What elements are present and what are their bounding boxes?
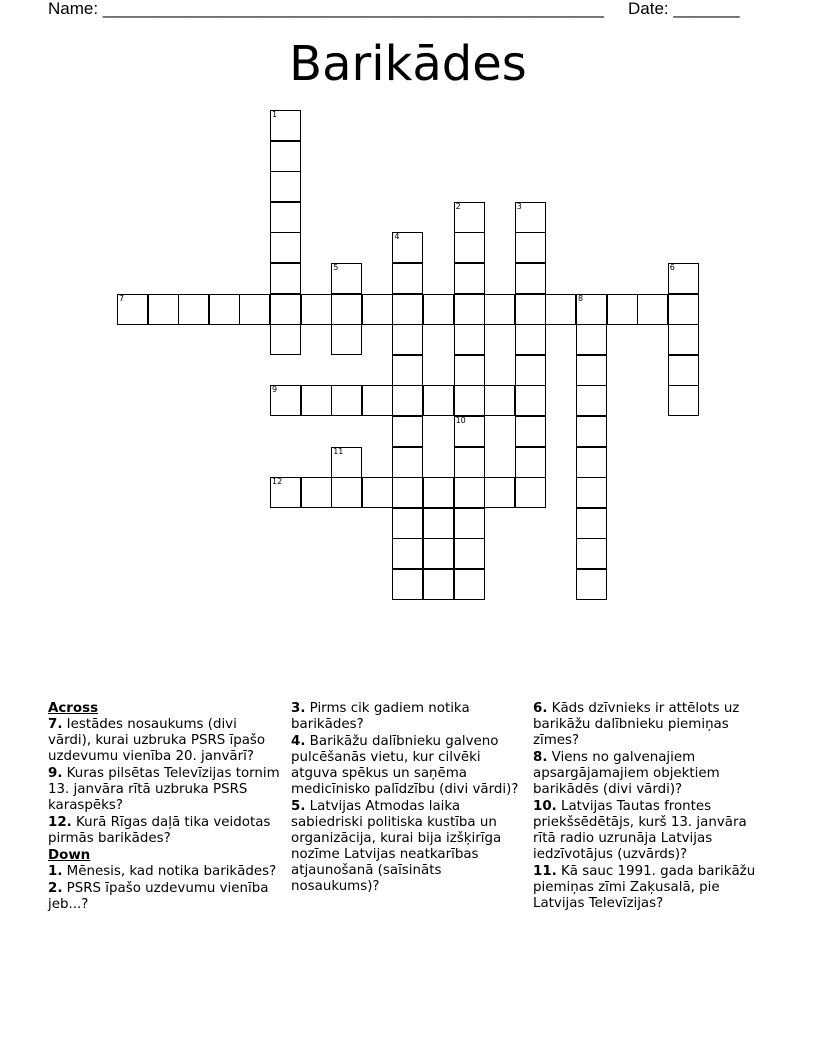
clue-number: 10. (533, 799, 557, 814)
clue-number-label: 3 (516, 201, 522, 211)
grid-cell[interactable] (423, 569, 454, 600)
name-field[interactable] (48, 0, 604, 18)
clue-down-6 (533, 701, 769, 749)
grid-cell[interactable] (484, 294, 515, 325)
grid-cell[interactable] (515, 355, 546, 386)
clue-number: 2. (48, 881, 63, 896)
clue-text: PSRS īpašo uzdevumu vienība jeb...? (48, 881, 269, 912)
date-line[interactable]: _______ (673, 0, 740, 18)
date-label: Date: (628, 0, 669, 18)
grid-cell[interactable] (423, 538, 454, 569)
grid-cell[interactable] (423, 477, 454, 508)
grid-cell[interactable] (576, 447, 607, 478)
clue-down-10 (533, 799, 769, 863)
grid-cell[interactable] (270, 110, 301, 141)
grid-cell[interactable] (484, 477, 515, 508)
clue-text: Kuras pilsētas Televīzijas tornim 13. janvāra rītā uzbruka PSRS karaspēks? (48, 766, 280, 813)
clue-text: Kāds dzīvnieks ir attēlots uz barikāžu dalībnieku piemiņas zīmes? (533, 701, 740, 748)
grid-cell[interactable] (515, 447, 546, 478)
grid-cell[interactable] (331, 324, 362, 355)
clue-number: 8. (533, 750, 548, 765)
grid-cell[interactable] (270, 232, 301, 263)
grid-cell[interactable] (178, 294, 209, 325)
grid-cell[interactable] (576, 294, 607, 325)
grid-cell[interactable] (392, 355, 423, 386)
clue-down-8 (533, 750, 769, 798)
grid-cell[interactable] (392, 324, 423, 355)
grid-cell[interactable] (576, 416, 607, 447)
grid-cell[interactable] (301, 294, 332, 325)
grid-cell[interactable] (454, 355, 485, 386)
grid-cell[interactable] (148, 294, 179, 325)
grid-cell[interactable] (331, 294, 362, 325)
clue-number-label: 8 (578, 293, 584, 303)
clue-down-2 (48, 881, 284, 913)
grid-cell[interactable] (239, 294, 270, 325)
clue-down-3 (291, 701, 527, 733)
grid-cell[interactable] (392, 477, 423, 508)
grid-cell[interactable] (454, 232, 485, 263)
grid-cell[interactable] (454, 416, 485, 447)
grid-cell[interactable] (515, 324, 546, 355)
grid-cell[interactable] (668, 294, 699, 325)
grid-cell[interactable] (331, 447, 362, 478)
clue-number-label: 5 (333, 263, 339, 272)
grid-cell[interactable] (515, 416, 546, 447)
grid-cell[interactable] (515, 232, 546, 263)
clue-number: 9. (48, 766, 63, 781)
clue-number-label: 1 (272, 110, 278, 119)
clue-across-7 (48, 717, 284, 765)
grid-cell[interactable] (362, 294, 393, 325)
clue-number: 6. (533, 701, 548, 716)
grid-cell[interactable] (301, 385, 332, 416)
clue-number: 7. (48, 717, 63, 732)
grid-cell[interactable] (423, 385, 454, 416)
clue-number-label: 10 (455, 416, 466, 425)
clue-number-label: 2 (455, 201, 461, 211)
grid-cell[interactable] (576, 508, 607, 539)
clue-text: Viens no galvenajiem apsargājamajiem objektiem barikādēs (divi vārdi)? (533, 750, 720, 797)
grid-cell[interactable] (270, 385, 301, 416)
clue-across-12 (48, 815, 284, 847)
grid-cell[interactable] (392, 447, 423, 478)
crossword-grid (117, 110, 699, 570)
grid-cell[interactable] (270, 294, 301, 325)
grid-cell[interactable] (454, 569, 485, 600)
clue-text: Iestādes nosaukums (divi vārdi), kurai uzbruka PSRS īpašo uzdevumu vienība 20. janvārī? (48, 717, 266, 764)
clue-text: Pirms cik gadiem notika barikādes? (291, 701, 470, 732)
grid-cell[interactable] (270, 171, 301, 202)
clue-number-label: 4 (394, 232, 400, 242)
grid-cell[interactable] (301, 477, 332, 508)
grid-cell[interactable] (576, 385, 607, 416)
grid-cell[interactable] (454, 508, 485, 539)
clue-number-label: 6 (669, 263, 675, 272)
grid-cell[interactable] (423, 508, 454, 539)
clue-number-label: 9 (272, 385, 278, 395)
grid-cell[interactable] (515, 385, 546, 416)
grid-cell[interactable] (423, 294, 454, 325)
grid-cell[interactable] (454, 263, 485, 294)
clue-number: 11. (533, 864, 557, 879)
clue-number: 3. (291, 701, 306, 716)
grid-cell[interactable] (331, 477, 362, 508)
grid-cell[interactable] (515, 294, 546, 325)
grid-cell[interactable] (392, 569, 423, 600)
grid-cell[interactable] (668, 324, 699, 355)
grid-cell[interactable] (392, 263, 423, 294)
grid-cell[interactable] (392, 508, 423, 539)
grid-cell[interactable] (392, 416, 423, 447)
grid-cell[interactable] (668, 263, 699, 294)
grid-cell[interactable] (454, 447, 485, 478)
grid-cell[interactable] (607, 294, 638, 325)
grid-cell[interactable] (362, 385, 393, 416)
grid-cell[interactable] (576, 569, 607, 600)
grid-cell[interactable] (576, 477, 607, 508)
down-heading: Down (48, 848, 91, 863)
clue-down-4 (291, 734, 527, 798)
grid-cell[interactable] (515, 477, 546, 508)
grid-cell[interactable] (545, 294, 576, 325)
clue-across-9 (48, 766, 284, 814)
grid-cell[interactable] (392, 294, 423, 325)
clue-text: Latvijas Tautas frontes priekšsēdētājs, kurš 13. janvāra rītā radio uzrunāja Latvijas iedzīvotājus (uzvārds)? (533, 799, 747, 862)
clue-down-5 (291, 799, 527, 895)
grid-cell[interactable] (576, 355, 607, 386)
clues-column-3 (533, 701, 769, 913)
clue-number: 1. (48, 864, 63, 879)
grid-cell[interactable] (270, 141, 301, 172)
grid-cell[interactable] (331, 385, 362, 416)
grid-cell[interactable] (362, 477, 393, 508)
across-heading: Across (48, 701, 99, 716)
grid-cell[interactable] (454, 294, 485, 325)
grid-cell[interactable] (484, 385, 515, 416)
clue-down-1 (48, 864, 284, 880)
grid-cell[interactable] (515, 263, 546, 294)
grid-cell[interactable] (454, 477, 485, 508)
grid-cell[interactable] (576, 324, 607, 355)
clue-text: Kurā Rīgas daļā tika veidotas pirmās barikādes? (48, 815, 271, 846)
grid-cell[interactable] (515, 202, 546, 233)
clue-number: 4. (291, 734, 306, 749)
clue-number: 12. (48, 815, 72, 830)
name-label: Name: (48, 0, 99, 18)
date-field[interactable] (628, 0, 740, 18)
clue-text: Mēnesis, kad notika barikādes? (66, 864, 277, 879)
grid-cell[interactable] (209, 294, 240, 325)
grid-cell[interactable] (454, 202, 485, 233)
grid-cell[interactable] (270, 263, 301, 294)
grid-cell[interactable] (668, 355, 699, 386)
clue-number-label: 12 (272, 477, 283, 487)
clue-text: Latvijas Atmodas laika sabiedriski politiska kustība un organizācija, kurai bija izšķirīga nozīme Latvijas neatkarības atjaunošanā (saīsināts nosaukums)? (291, 799, 502, 894)
name-line[interactable]: _____________________________________________________ (102, 0, 604, 18)
clue-text: Barikāžu dalībnieku galveno pulcēšanās vietu, kur cilvēki atguva spēkus un saņēma medicīnisko palīdzību (divi vārdi)? (291, 734, 519, 797)
grid-cell[interactable] (270, 202, 301, 233)
grid-cell[interactable] (270, 324, 301, 355)
clues-column-2 (291, 701, 527, 896)
grid-cell[interactable] (637, 294, 668, 325)
page-title: Barikādes (289, 36, 527, 92)
grid-cell[interactable] (454, 324, 485, 355)
clue-number-label: 7 (119, 293, 125, 303)
clue-number-label: 11 (333, 446, 344, 456)
grid-cell[interactable] (117, 294, 148, 325)
clue-text: Kā sauc 1991. gada barikāžu piemiņas zīmi Zaķusalā, pie Latvijas Televīzijas? (533, 864, 756, 911)
grid-cell[interactable] (331, 263, 362, 294)
clues-column-1 (48, 701, 284, 914)
grid-cell[interactable] (454, 385, 485, 416)
grid-cell[interactable] (270, 477, 301, 508)
grid-cell[interactable] (668, 385, 699, 416)
grid-cell[interactable] (454, 538, 485, 569)
grid-cell[interactable] (576, 538, 607, 569)
grid-cell[interactable] (392, 538, 423, 569)
clue-down-11 (533, 864, 769, 912)
grid-cell[interactable] (392, 385, 423, 416)
header (48, 0, 768, 20)
grid-cell[interactable] (392, 232, 423, 263)
clue-number: 5. (291, 799, 306, 814)
